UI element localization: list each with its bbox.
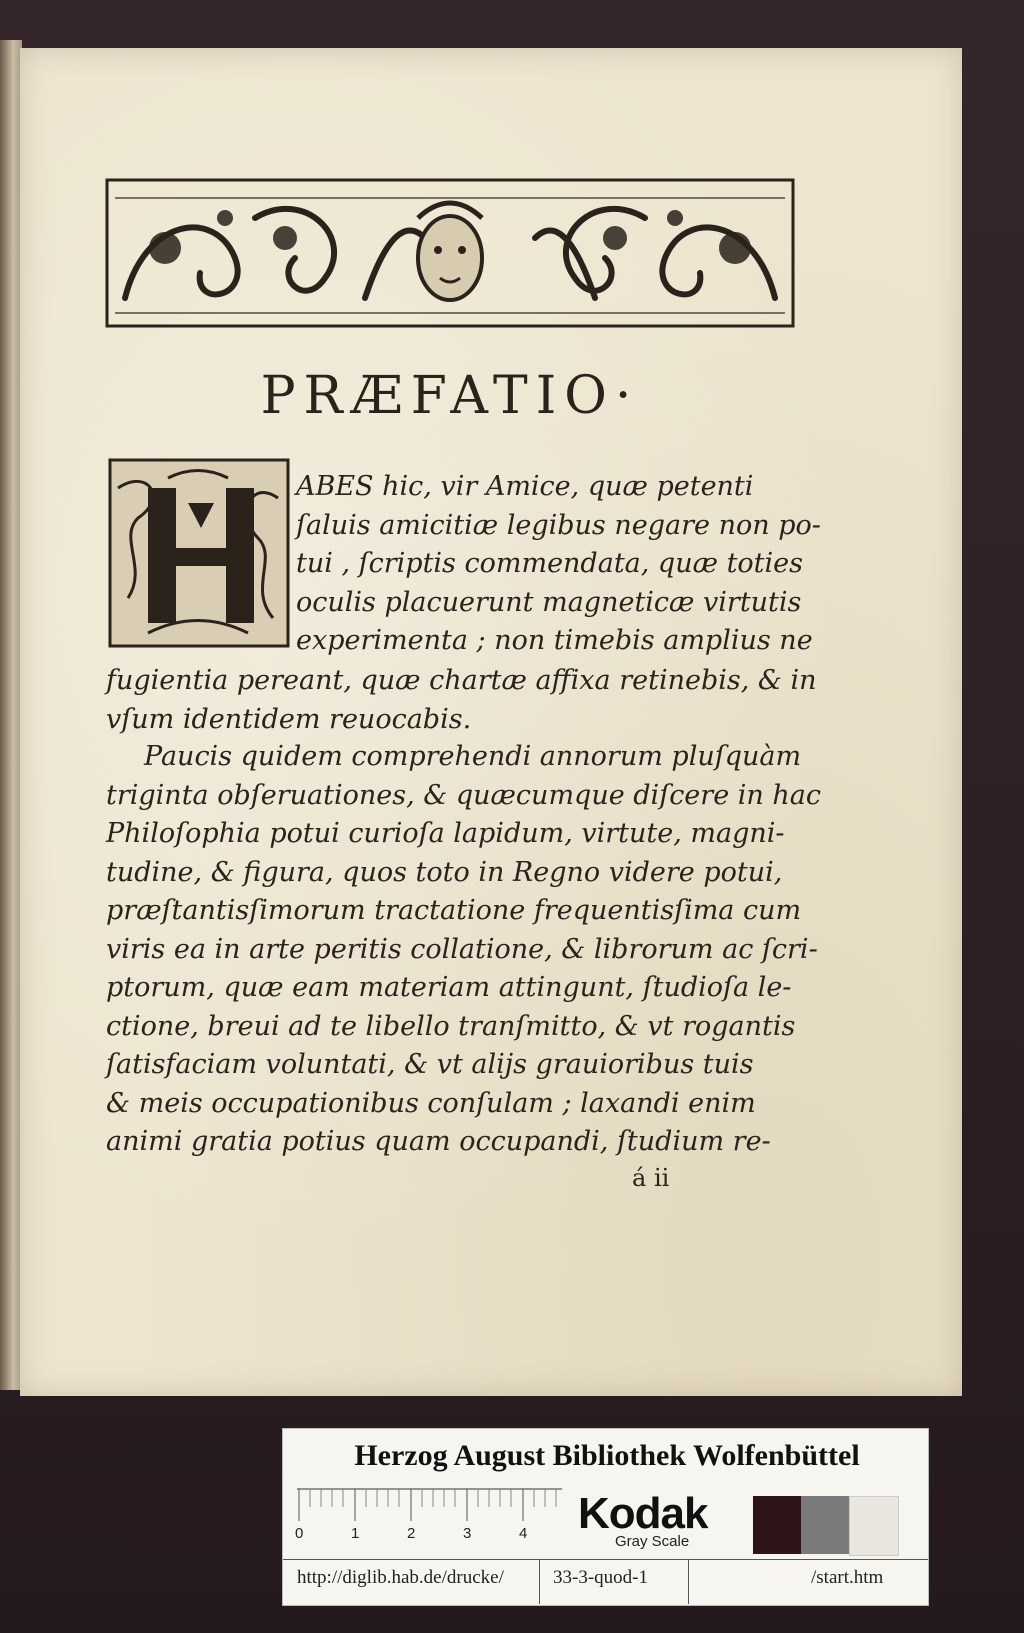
text-line: ſatisfaciam voluntati, & vt alijs grauioribus tuis bbox=[106, 1049, 754, 1080]
ornamental-headpiece-icon bbox=[105, 178, 795, 328]
url-prefix: http://diglib.hab.de/drucke/ bbox=[297, 1567, 504, 1588]
gray-swatch-light bbox=[849, 1496, 899, 1556]
ruler-number: 1 bbox=[351, 1525, 360, 1542]
gray-swatch-mid bbox=[801, 1496, 849, 1554]
text-line: tui , ſcriptis commendata, quæ toties bbox=[296, 548, 803, 579]
ruler-scale-icon bbox=[297, 1487, 562, 1523]
signature-mark: á ii bbox=[632, 1164, 670, 1192]
text-line: Paucis quidem comprehendi annorum pluſquàm bbox=[144, 741, 802, 772]
text-line: oculis placuerunt magneticæ virtutis bbox=[296, 586, 802, 618]
text-line: ABES hic, vir Amice, quæ petenti bbox=[296, 471, 754, 502]
library-label-card bbox=[282, 1428, 929, 1606]
gray-swatch-dark bbox=[753, 1496, 801, 1554]
decorated-initial-h-icon bbox=[108, 458, 290, 648]
divider bbox=[539, 1560, 540, 1604]
ruler-number: 3 bbox=[463, 1525, 472, 1542]
divider bbox=[688, 1560, 689, 1604]
text-line: Philoſophia potui curioſa lapidum, virtute, magni- bbox=[106, 818, 785, 849]
book-page bbox=[20, 48, 962, 1396]
ruler-number: 2 bbox=[407, 1525, 416, 1542]
text-line: fugientia pereant, quæ chartæ affixa retinebis, & in bbox=[106, 665, 817, 696]
text-line: præſtantisſimorum tractatione frequentisſima cum bbox=[106, 895, 802, 926]
library-name: Herzog August Bibliothek Wolfenbüttel bbox=[354, 1439, 860, 1472]
preface-paragraph-2 bbox=[106, 738, 821, 1162]
preface-paragraph-1-continued bbox=[106, 662, 817, 739]
gray-scale-label: Gray Scale bbox=[615, 1533, 690, 1550]
shelfmark: 33-3-quod-1 bbox=[553, 1567, 648, 1588]
text-line: ctione, breui ad te libello tranſmitto, & vt rogantis bbox=[106, 1010, 796, 1042]
text-line: ptorum, quæ eam materiam attingunt, ſtudioſa le- bbox=[106, 972, 792, 1003]
facing-page-edge bbox=[0, 40, 22, 1390]
text-line: ſaluis amicitiæ legibus negare non po- bbox=[296, 509, 821, 541]
ruler-number: 0 bbox=[295, 1525, 304, 1542]
text-line: animi gratia potius quam occupandi, ſtudium re- bbox=[106, 1126, 771, 1157]
preface-paragraph-1-indented bbox=[296, 468, 821, 661]
text-line: experimenta ; non timebis amplius ne bbox=[296, 625, 813, 656]
text-line: viris ea in arte peritis collatione, & librorum ac ſcri- bbox=[106, 933, 818, 965]
kodak-brand: Kodak bbox=[578, 1489, 708, 1538]
text-line: vſum identidem reuocabis. bbox=[106, 703, 472, 735]
text-line: & meis occupationibus conſulam ; laxandi enim bbox=[106, 1087, 756, 1119]
text-line: triginta obſeruationes, & quæcumque diſcere in hac bbox=[106, 779, 821, 811]
url-suffix: /start.htm bbox=[811, 1567, 884, 1588]
divider bbox=[283, 1559, 928, 1560]
text-line: tudine, & figura, quos toto in Regno videre potui, bbox=[106, 856, 783, 888]
ruler-number: 4 bbox=[519, 1525, 528, 1542]
page-title: PRÆFATIO· bbox=[260, 366, 640, 426]
